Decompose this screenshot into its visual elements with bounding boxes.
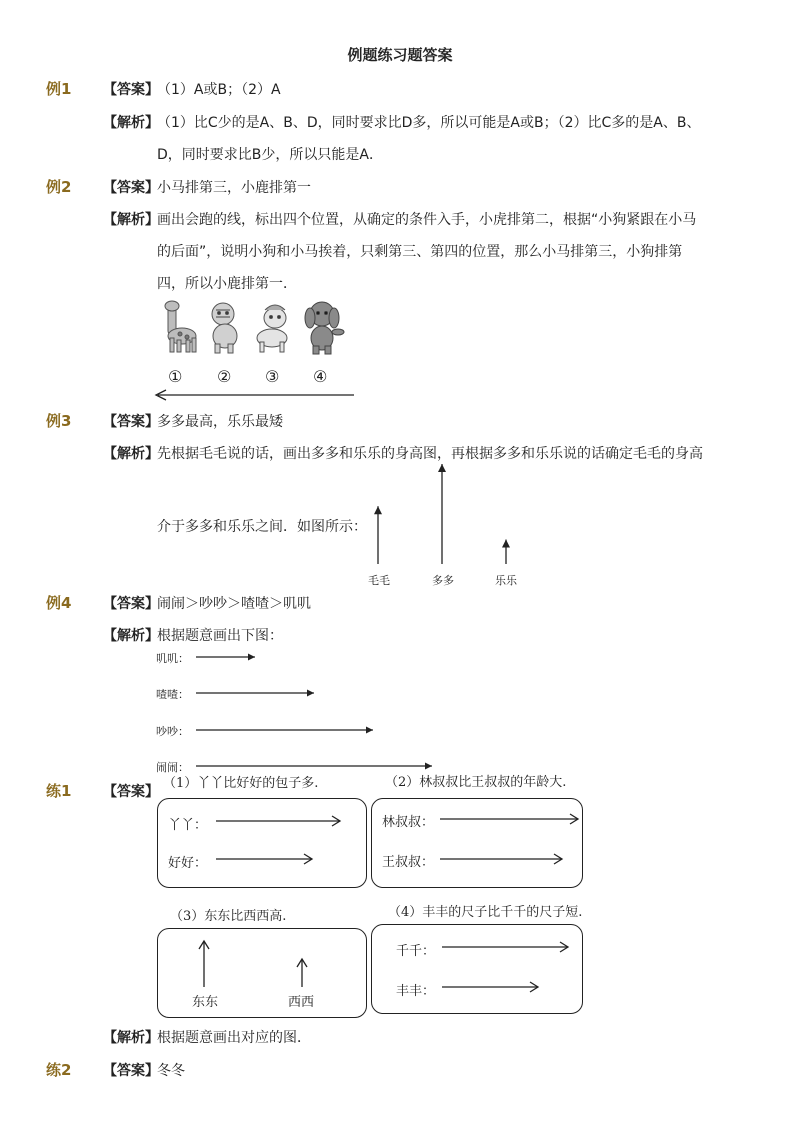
box1-row2-label: 好好： [168,856,208,871]
answer-tag: 【答案】 [103,82,159,98]
height-arrow-3 [502,540,510,564]
example-2-label: 例2 [46,178,72,196]
practice-1-caption-1: （1）丫丫比好好的包子多. [163,776,319,791]
analysis-tag: 【解析】 [103,446,159,462]
horse-image [257,305,287,352]
animals-illustration [150,298,360,358]
analysis-tag: 【解析】 [103,628,159,644]
box3-label-xixi: 西西 [288,995,315,1010]
height-label-lele: 乐乐 [495,574,517,587]
loudness-arrow-4 [196,763,432,770]
example-2-answer: 小马排第三，小鹿排第一 [157,180,311,196]
box2-row2-label: 王叔叔： [382,855,435,870]
box4-row2-label: 丰丰： [396,984,436,999]
height-arrow-1 [374,506,382,564]
example-3-label: 例3 [46,412,72,430]
box3-label-dongdong: 东东 [192,995,219,1010]
row-label-jiji: 叽叽： [156,652,189,665]
example-1-answer: （1）A或B；（2）A [157,82,281,98]
box2-arrows [440,811,580,863]
practice-1-analysis: 根据题意画出对应的图． [157,1030,311,1046]
practice-1-caption-2: （2）林叔叔比王叔叔的年龄大. [385,775,567,790]
answer-tag: 【答案】 [103,784,159,800]
height-arrow-2 [438,464,446,564]
row-label-chaochao: 吵吵： [156,725,189,738]
analysis-tag: 【解析】 [103,1030,159,1046]
example-4-analysis: 根据题意画出下图： [157,628,283,644]
answer-tag: 【答案】 [103,180,159,196]
practice-2-answer: 冬冬 [157,1063,185,1079]
analysis-tag: 【解析】 [103,212,159,228]
example-3-analysis-line1: 先根据毛毛说的话，画出多多和乐乐的身高图，再根据多多和乐乐说的话确定毛毛的身高 [157,446,703,462]
practice-1-box-2 [371,798,583,888]
box4-row1-label: 千千： [396,944,436,959]
answer-tag: 【答案】 [103,1063,159,1079]
row-label-naonao: 闹闹： [156,761,189,774]
tiger-image [212,303,237,353]
example-4-answer: 闹闹＞吵吵＞喳喳＞叽叽 [157,596,311,612]
example-2-analysis-line2: 的后面”，说明小狗和小马挨着，只剩第三、第四的位置，那么小马排第三，小狗排第 [157,244,683,260]
example-3-answer: 多多最高，乐乐最矮 [157,414,283,430]
position-1: ① [168,367,183,386]
height-label-maomao: 毛毛 [368,574,390,587]
practice-1-caption-3: （3）东东比西西高. [170,909,287,924]
answer-tag: 【答案】 [103,414,159,430]
example-1-analysis-line2: D，同时要求比B少，所以只能是A． [157,147,383,163]
position-3: ③ [265,367,280,386]
example-2-analysis-line3: 四，所以小鹿排第一． [157,276,297,292]
giraffe-image [165,301,196,352]
example-3-analysis-line2: 介于多多和乐乐之间．如图所示： [157,519,367,535]
practice-1-label: 练1 [46,782,72,800]
box3-arrows [194,939,314,989]
height-label-duoduo: 多多 [432,574,454,587]
loudness-arrow-1 [196,654,255,661]
practice-2-label: 练2 [46,1061,72,1079]
loudness-arrow-3 [196,727,373,734]
box2-row1-label: 林叔叔： [382,815,435,830]
example-1-label: 例1 [46,80,72,98]
analysis-tag: 【解析】 [103,115,159,131]
practice-1-box-4 [371,924,583,1014]
answer-tag: 【答案】 [103,596,159,612]
box4-arrows [442,939,582,995]
loudness-arrows [190,650,440,775]
page-title: 例题练习题答案 [347,46,453,64]
dog-image [305,302,344,354]
practice-1-box-3 [157,928,367,1018]
practice-1-caption-4: （4）丰丰的尺子比千千的尺子短. [388,905,583,920]
box1-arrows [216,813,346,863]
position-4: ④ [313,367,328,386]
example-4-label: 例4 [46,594,72,612]
row-label-zhazha: 喳喳： [156,688,189,701]
position-2: ② [217,367,232,386]
example-2-analysis-line1: 画出会跑的线，标出四个位置，从确定的条件入手，小虎排第二，根据“小狗紧跟在小马 [157,212,697,228]
loudness-arrow-2 [196,690,314,697]
example-1-analysis-line1: （1）比C少的是A、B、D，同时要求比D多，所以可能是A或B；（2）比C多的是A、B、 [157,115,701,131]
practice-1-box-1 [157,798,367,888]
box1-row1-label: 丫丫： [168,818,208,833]
height-arrows [360,460,530,565]
running-line-arrow [150,388,360,402]
